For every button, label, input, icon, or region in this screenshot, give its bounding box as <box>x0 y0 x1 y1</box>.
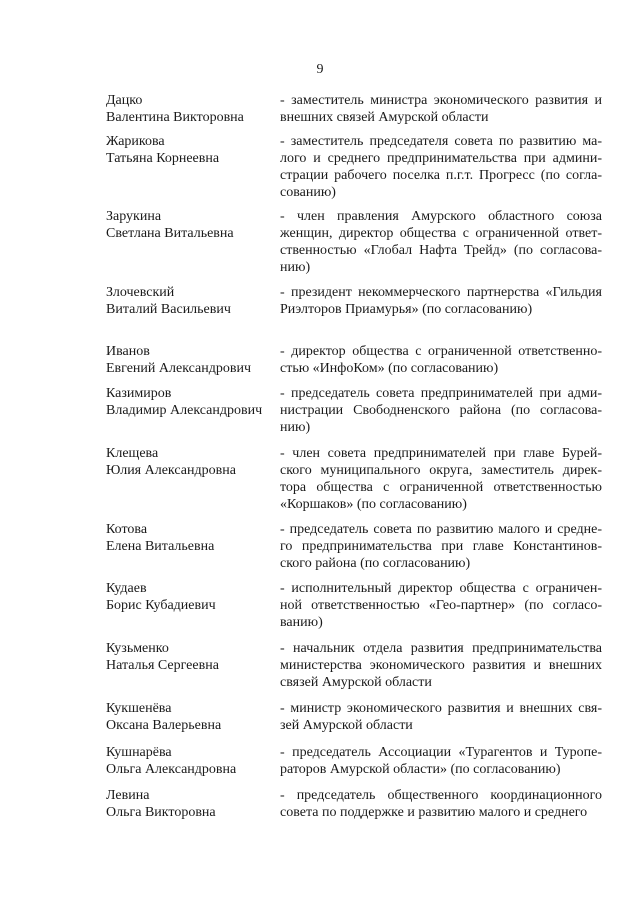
member-role <box>280 580 602 631</box>
member-surname: Кушнарёва <box>106 745 172 760</box>
member-given-names: Евгений Александрович <box>106 361 252 376</box>
member-surname: Левина <box>106 788 150 803</box>
member-role <box>280 92 602 126</box>
member-surname: Злочевский <box>106 285 175 300</box>
member-given-names: Виталий Васильевич <box>106 302 231 317</box>
member-role-line: - член совета предпринимателей при главе Бурей- <box>280 446 602 461</box>
member-role-line: зей Амурской области <box>280 718 413 733</box>
member-given-names: Наталья Сергеевна <box>106 658 219 673</box>
member-surname: Казимиров <box>106 386 172 401</box>
member-role-line: сованию) <box>280 185 336 200</box>
member-surname: Иванов <box>106 344 150 359</box>
member-surname: Жарикова <box>106 134 165 149</box>
member-name <box>106 385 276 419</box>
member-given-names: Ольга Александровна <box>106 762 237 777</box>
member-name <box>106 744 276 778</box>
member-role <box>280 700 602 734</box>
member-given-names: Светлана Витальевна <box>106 226 234 241</box>
member-role <box>280 284 602 318</box>
member-role-line: го предпринимательства при главе Константинов- <box>280 539 602 554</box>
member-role-line: нию) <box>280 260 311 275</box>
member-role-line: - исполнительный директор общества с ограничен- <box>280 581 602 596</box>
member-role-line: совета по поддержке и развитию малого и среднего <box>280 805 588 820</box>
member-role-line: ского района (по согласованию) <box>280 556 471 571</box>
member-role-line: тора общества с ограниченной ответственностью <box>280 480 602 495</box>
member-given-names: Ольга Викторовна <box>106 805 216 820</box>
member-given-names: Татьяна Корнеевна <box>106 151 220 166</box>
member-role-line: министерства экономического развития и внешних <box>280 658 602 673</box>
member-name <box>106 700 276 734</box>
member-role-line: ственностью «Глобал Нафта Трейд» (по согласова- <box>280 243 602 258</box>
member-given-names: Борис Кубадиевич <box>106 598 216 613</box>
member-name <box>106 343 276 377</box>
member-role-line: - председатель совета предпринимателей при адми- <box>280 386 602 401</box>
member-role <box>280 208 602 276</box>
member-given-names: Юлия Александровна <box>106 463 236 478</box>
member-role-line: - президент некоммерческого партнерства «Гильдия <box>280 285 602 300</box>
member-role-line: внешних связей Амурской области <box>280 110 489 125</box>
member-role <box>280 133 602 201</box>
member-role-line: связей Амурской области <box>280 675 432 690</box>
member-role-line: ванию) <box>280 615 323 630</box>
member-role <box>280 521 602 572</box>
member-role-line: - председатель Ассоциации «Турагентов и Туропе- <box>280 745 602 760</box>
member-role <box>280 640 602 691</box>
member-role <box>280 445 602 513</box>
member-name <box>106 284 276 318</box>
member-role-line: - член правления Амурского областного союза <box>280 209 602 224</box>
page-number: 9 <box>316 62 324 77</box>
member-surname: Котова <box>106 522 148 537</box>
member-surname: Дацко <box>106 93 143 108</box>
member-name <box>106 208 276 242</box>
member-role-line: ной ответственностью «Гео-партнер» (по согласо- <box>280 598 602 613</box>
member-surname: Кудаев <box>106 581 147 596</box>
member-role-line: лого и среднего предпринимательства при админи- <box>280 151 602 166</box>
member-role-line: - председатель совета по развитию малого и средне- <box>280 522 602 537</box>
member-role-line: страции рабочего поселка п.г.т. Прогресс (по согла- <box>280 168 602 183</box>
member-role-line: - директор общества с ограниченной ответственно- <box>280 344 602 359</box>
member-name <box>106 133 276 167</box>
member-role-line: Риэлторов Приамурья» (по согласованию) <box>280 302 533 317</box>
member-name <box>106 92 276 126</box>
member-role <box>280 385 602 436</box>
member-role-line: стью «ИнфоКом» (по согласованию) <box>280 361 499 376</box>
member-role <box>280 744 602 778</box>
member-role-line: - министр экономического развития и внешних свя- <box>280 701 602 716</box>
member-role-line: - заместитель министра экономического развития и <box>280 93 602 108</box>
member-role-line: нию) <box>280 420 311 435</box>
member-given-names: Валентина Викторовна <box>106 110 244 125</box>
member-given-names: Елена Витальевна <box>106 539 215 554</box>
member-role <box>280 787 602 821</box>
member-role-line: «Коршаков» (по согласованию) <box>280 497 467 512</box>
member-name <box>106 521 276 555</box>
member-role-line: ского муниципального округа, заместитель дирек- <box>280 463 602 478</box>
member-name <box>106 445 276 479</box>
member-surname: Кузьменко <box>106 641 169 656</box>
member-role-line: раторов Амурской области» (по согласованию) <box>280 762 561 777</box>
member-name <box>106 787 276 821</box>
member-given-names: Владимир Александрович <box>106 403 263 418</box>
member-name <box>106 640 276 674</box>
member-role <box>280 343 602 377</box>
member-surname: Клещева <box>106 446 159 461</box>
member-role-line: - председатель общественного координационного <box>280 788 602 803</box>
member-role-line: нистрации Свободненского района (по согласова- <box>280 403 602 418</box>
member-surname: Кукшенёва <box>106 701 172 716</box>
member-given-names: Оксана Валерьевна <box>106 718 222 733</box>
member-role-line: - заместитель председателя совета по развитию ма- <box>280 134 602 149</box>
member-role-line: - начальник отдела развития предпринимательства <box>280 641 602 656</box>
member-surname: Зарукина <box>106 209 162 224</box>
member-name <box>106 580 276 614</box>
member-role-line: женщин, директор общества с ограниченной ответ- <box>280 226 602 241</box>
